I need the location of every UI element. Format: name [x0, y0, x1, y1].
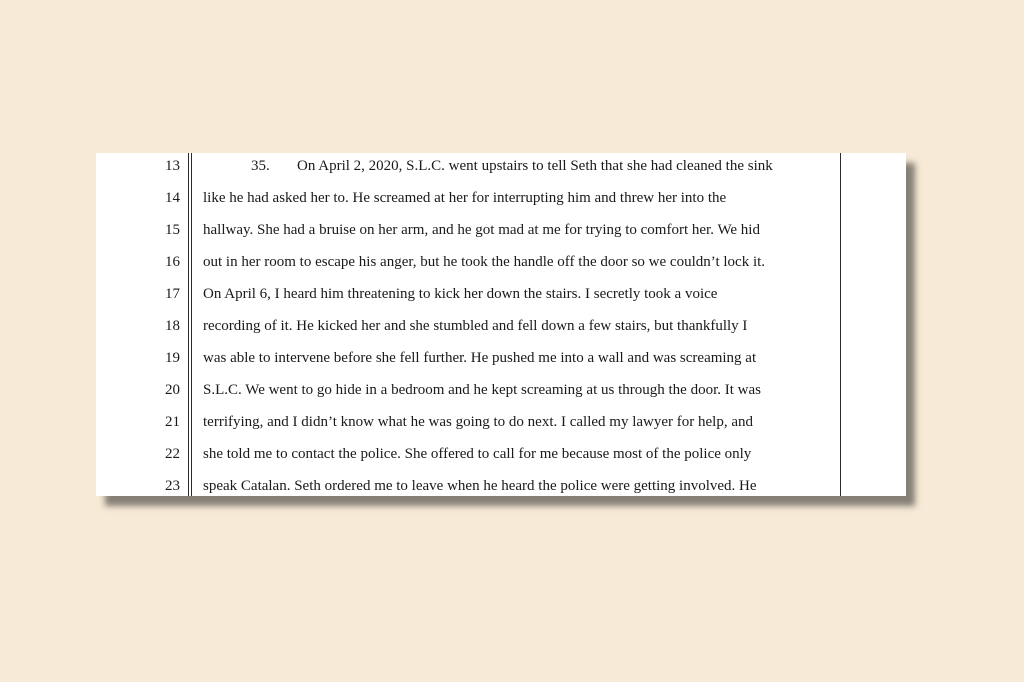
line-number: 13	[165, 158, 180, 174]
line-number: 18	[165, 318, 180, 334]
text-line: she told me to contact the police. She offered to call for me because most of the police only	[203, 446, 752, 462]
line-number: 21	[165, 414, 180, 430]
text-line	[251, 156, 773, 176]
line-number: 22	[165, 446, 180, 462]
right-margin-rule	[840, 153, 841, 496]
text-line: like he had asked her to. He screamed at her for interrupting him and threw her into the	[203, 190, 727, 206]
text-line: terrifying, and I didn’t know what he was going to do next. I called my lawyer for help, and	[203, 414, 753, 430]
text-line: S.L.C. We went to go hide in a bedroom and he kept screaming at us through the door. It was	[203, 382, 761, 398]
text-line: speak Catalan. Seth ordered me to leave when he heard the police were getting involved. He	[203, 478, 757, 494]
text-line: On April 6, I heard him threatening to kick her down the stairs. I secretly took a voice	[203, 286, 718, 302]
text-line: hallway. She had a bruise on her arm, and he got mad at me for trying to comfort her. We hid	[203, 222, 760, 238]
line-number: 19	[165, 350, 180, 366]
text-line-content: On April 2, 2020, S.L.C. went upstairs to tell Seth that she had cleaned the sink	[297, 158, 773, 174]
paragraph-number: 35.	[251, 158, 270, 174]
document-page	[96, 153, 906, 496]
text-line: out in her room to escape his anger, but he took the handle off the door so we couldn’t lock it.	[203, 254, 766, 270]
line-number: 15	[165, 222, 180, 238]
line-number: 20	[165, 382, 180, 398]
text-line: was able to intervene before she fell further. He pushed me into a wall and was screaming at	[203, 350, 757, 366]
line-number: 16	[165, 254, 180, 270]
left-margin-rule-outer	[188, 153, 189, 496]
line-number: 14	[165, 190, 180, 206]
line-number: 17	[165, 286, 180, 302]
line-number: 23	[165, 478, 180, 494]
left-margin-rule-inner	[191, 153, 192, 496]
text-line: recording of it. He kicked her and she stumbled and fell down a few stairs, but thankfully I	[203, 318, 748, 334]
